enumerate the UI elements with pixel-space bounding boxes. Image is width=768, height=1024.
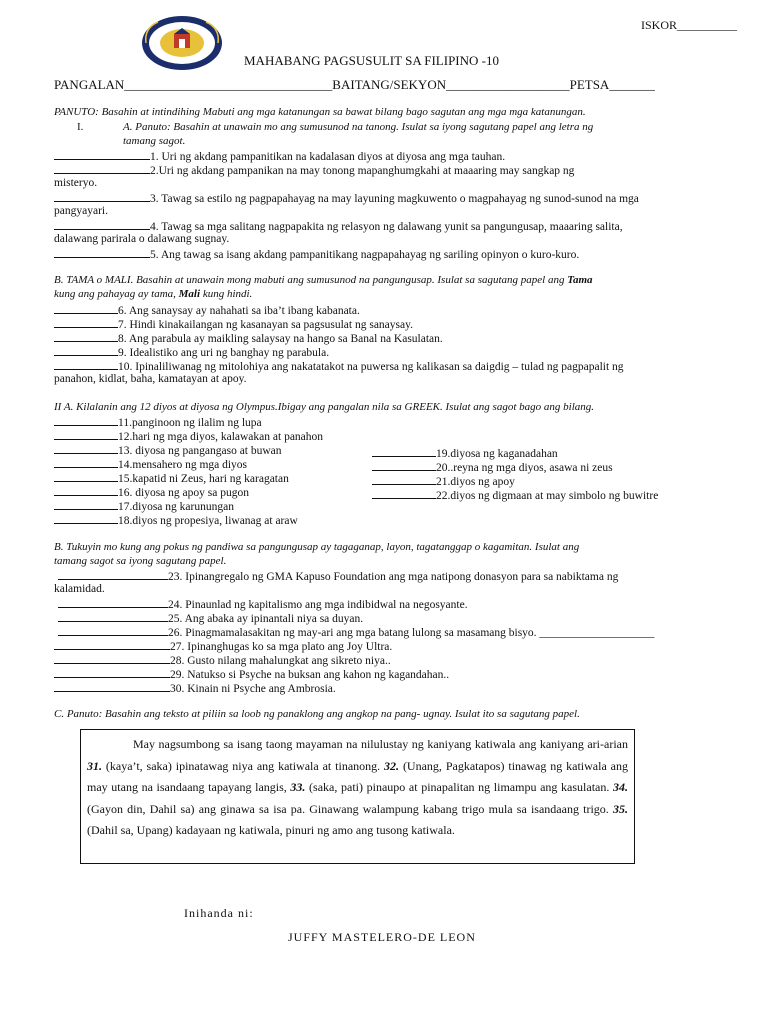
- score-label: ISKOR__________: [641, 18, 738, 32]
- partC-instruction: C. Panuto: Basahin ang teksto at piliin sa loob ng panaklong ang angkop na pang- ugnay. Isulat ito sa sagutang papel.: [54, 708, 580, 720]
- part1a-instruction: A. Panuto: Basahin at unawain mo ang sumusunod na tanong. Isulat sa iyong sagutang papel ang letra ng: [123, 121, 594, 133]
- question-23-cont: kalamidad.: [54, 583, 105, 595]
- question-27: 27. Ipinanghugas ko sa mga plato ang Joy Ultra.: [54, 639, 392, 653]
- question-10-cont: panahon, kidlat, baha, kamatayan at apoy.: [54, 373, 247, 385]
- question-8: 8. Ang parabula ay maikling salaysay na hango sa Banal na Kasulatan.: [54, 331, 443, 345]
- question-3: 3. Tawag sa estilo ng pagpapahayag na may layuning magkuwento o magpahayag ng sunod-sunod na mga: [54, 191, 639, 205]
- part1-numeral: I.: [77, 121, 84, 133]
- school-logo: [140, 14, 224, 77]
- question-1: 1. Uri ng akdang pampanitikan na kadalasan diyos at diyosa ang mga tauhan.: [54, 149, 505, 163]
- question-19: 19.diyosa ng kaganadahan: [372, 446, 558, 460]
- question-26: 26. Pinagmamalasakitan ng may-ari ang mga batang lulong sa masamang bisyo. ____________________: [58, 625, 654, 639]
- question-18: 18.diyos ng propesiya, liwanag at araw: [54, 513, 298, 527]
- question-11: 11.panginoon ng ilalim ng lupa: [54, 415, 262, 429]
- main-instruction: PANUTO: Basahin at intindihing Mabuti ang mga katanungan sa bawat bilang bago sagutan ang mga mga katanungan.: [54, 106, 586, 118]
- page-title: MAHABANG PAGSUSULIT SA FILIPINO -10: [244, 53, 499, 68]
- question-2-cont: misteryo.: [54, 177, 98, 189]
- passage-text: May nagsumbong sa isang taong mayaman na nilulustay ng kaniyang katiwala ang kaniyang ari-arian 31. (kaya’t, saka) ipinatawag niya ang katiwala at tinanong. 32. (Unang, Pagkatapos) tinawag ng katiwala ang may utang na isandaang tapayang langis, 33. (saka, pati) pinaupo at pinapalitan ng limampu ang kasulatan. 34. (Gayon din, Dahil sa) ang ginawa sa isa pa. Ginawang walampung kabang trigo mula sa isandaang trigo. 35. (Dahil sa, Upang) kadayaan ng katiwala, pinuri ng amo ang tusong katiwala.: [87, 737, 629, 837]
- question-20: 20..reyna ng mga diyos, asawa ni zeus: [372, 460, 613, 474]
- prepared-by-label: Inihanda ni:: [184, 906, 254, 920]
- question-15: 15.kapatid ni Zeus, hari ng karagatan: [54, 471, 289, 485]
- question-12: 12.hari ng mga diyos, kalawakan at panahon: [54, 429, 323, 443]
- question-13: 13. diyosa ng pangangaso at buwan: [54, 443, 282, 457]
- question-21: 21.diyos ng apoy: [372, 474, 515, 488]
- question-22: 22.diyos ng digmaan at may simbolo ng buwitre: [372, 488, 658, 502]
- part2-instruction: II A. Kilalanin ang 12 diyos at diyosa ng Olympus.Ibigay ang pangalan nila sa GREEK. Isulat ang sagot bago ang bilang.: [54, 401, 595, 413]
- question-23: 23. Ipinangregalo ng GMA Kapuso Foundation ang mga natipong donasyon para sa nabiktama ng: [58, 569, 618, 583]
- question-30: 30. Kinain ni Psyche ang Ambrosia.: [54, 681, 336, 695]
- name-line: PANGALAN________________________________BAITANG/SEKYON___________________PETSA_______: [54, 77, 655, 92]
- part1a-instruction-cont: tamang sagot.: [123, 135, 186, 147]
- question-3-cont: pangyayari.: [54, 205, 108, 217]
- part2b-instruction: B. Tukuyin mo kung ang pokus ng pandiwa sa pangungusap ay tagaganap, layon, tagatanggap o kagamitan. Isulat ang: [54, 541, 580, 553]
- question-7: 7. Hindi kinakailangan ng kasanayan sa pagsusulat ng sanaysay.: [54, 317, 413, 331]
- question-24: 24. Pinaunlad ng kapitalismo ang mga indibidwal na negosyante.: [58, 597, 468, 611]
- question-10: 10. Ipinaliliwanag ng mitolohiya ang nakatatakot na puwersa ng kalikasan sa daigdig – tulad ng pagpapalit ng: [54, 359, 624, 373]
- question-17: 17.diyosa ng karunungan: [54, 499, 234, 513]
- passage-box: [80, 729, 635, 864]
- partB-instruction: B. TAMA o MALI. Basahin at unawain mong mabuti ang sumusunod na pangungusap. Isulat sa sagutang papel ang Tama: [54, 274, 593, 286]
- question-4-cont: dalawang parirala o dalawang sugnay.: [54, 233, 230, 245]
- author-name: JUFFY MASTELERO-DE LEON: [288, 930, 476, 944]
- question-6: 6. Ang sanaysay ay nahahati sa iba’t ibang kabanata.: [54, 303, 360, 317]
- partB-instruction-cont: kung ang pahayag ay tama, Mali kung hindi.: [54, 288, 253, 300]
- question-16: 16. diyosa ng apoy sa pugon: [54, 485, 249, 499]
- question-25: 25. Ang abaka ay ipinantali niya sa duyan.: [58, 611, 363, 625]
- question-14: 14.mensahero ng mga diyos: [54, 457, 247, 471]
- question-28: 28. Gusto nilang mahalungkat ang sikreto niya..: [54, 653, 391, 667]
- question-29: 29. Natukso si Psyche na buksan ang kahon ng kagandahan..: [54, 667, 449, 681]
- question-4: 4. Tawag sa mga salitang nagpapakita ng relasyon ng dalawang yunit sa pangungusap, maaaring salita,: [54, 219, 623, 233]
- question-5: 5. Ang tawag sa isang akdang pampanitikang nagpapahayag ng sariling opinyon o kuro-kuro.: [54, 247, 579, 261]
- part2b-instruction-cont: tamang sagot sa iyong sagutang papel.: [54, 555, 227, 567]
- question-2: 2.Uri ng akdang pampanikan na may tonong mapanghumgkahi at maaaring may sangkap ng: [54, 163, 574, 177]
- question-9: 9. Idealistiko ang uri ng banghay ng parabula.: [54, 345, 329, 359]
